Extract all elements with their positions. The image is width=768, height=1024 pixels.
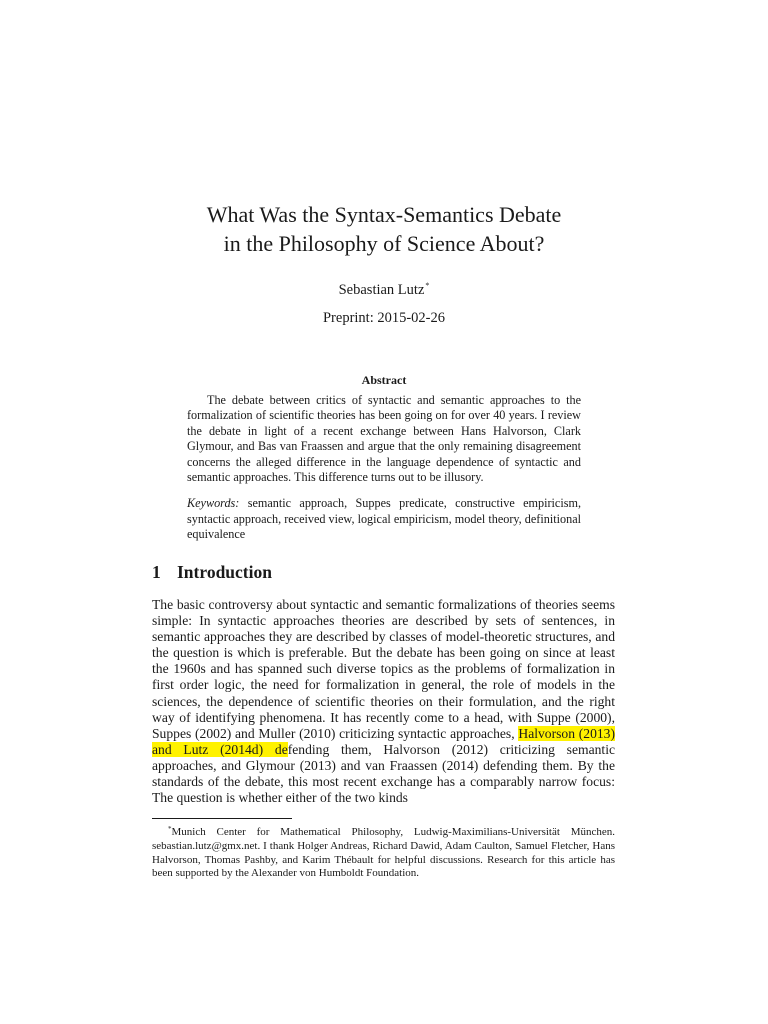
paper-title [0,200,768,258]
intro-text-after: fending them, Halvorson (2012) criticizing semantic approaches, and Glymour (2013) and van Fraassen (2014) defending them. By the standards of the debate, this most recent exchange has a comparably narrow focus: The question is whether either of the two kinds [152,741,615,806]
author-line [0,281,768,299]
title-line-1: What Was the Syntax-Semantics Debate [206,202,562,227]
footnote-text: Munich Center for Mathematical Philosophy, Ludwig-Maximilians-Universität München. sebastian.lutz@gmx.net. I thank Holger Andreas, Richard Dawid, Adam Caulton, Samuel Fletcher, Hans Halvorson, Thomas Pashby, and Karim Thébault for helpful discussions. Research for this article has been supported by the Alexander von Humboldt Foundation. [152,826,615,880]
footnote-mark: * [168,825,172,833]
keywords [187,496,581,542]
section-heading [152,562,272,583]
title-line-2: in the Philosophy of Science About? [223,231,545,256]
highlighted-citation[interactable]: Halvorson (2013) and Lutz (2014d) de [152,725,616,757]
section-title: Introduction [177,562,272,582]
author-name: Sebastian Lutz [338,282,425,298]
abstract-body: The debate between critics of syntactic and semantic approaches to the formalization of scientific theories has been going on for over 40 years. I review the debate in light of a recent exchange between Hans Halvorson, Clark Glymour, and Bas van Fraassen and argue that the only remaining disagreement concerns the alleged difference in the language dependence of syntactic and semantic approaches. This difference turns out to be illusory. [187,393,581,485]
preprint-date: Preprint: 2015-02-26 [322,310,446,326]
section-number: 1 [152,562,161,582]
intro-paragraph [152,597,615,806]
abstract [187,393,581,543]
footnote-divider [152,818,292,819]
footnote [152,823,615,881]
keywords-list: semantic approach, Suppes predicate, constructive empiricism, syntactic approach, received view, logical empiricism, model theory, definitional equivalence [187,496,581,542]
abstract-heading: Abstract [361,373,407,387]
keywords-label: Keywords: [187,496,240,511]
author-footnote-mark[interactable]: * [425,281,430,290]
intro-text-before: The basic controversy about syntactic and semantic formalizations of theories seems simple: In syntactic approaches theories are described by sets of sentences, in semantic approaches they are described by classes of model-theoretic structures, and the question is which is preferable. But the debate has been going on since at least the 1960s and has spanned such diverse topics as the problems of formalization in first order logic, the need for formalization in general, the role of models in the sciences, the dependence of scientific theories on their formulation, and the right way of identifying phenomena. It has recently come to a head, with Suppe (2000), Suppes (2002) and Muller (2010) criticizing syntactic approaches, [152,597,615,741]
